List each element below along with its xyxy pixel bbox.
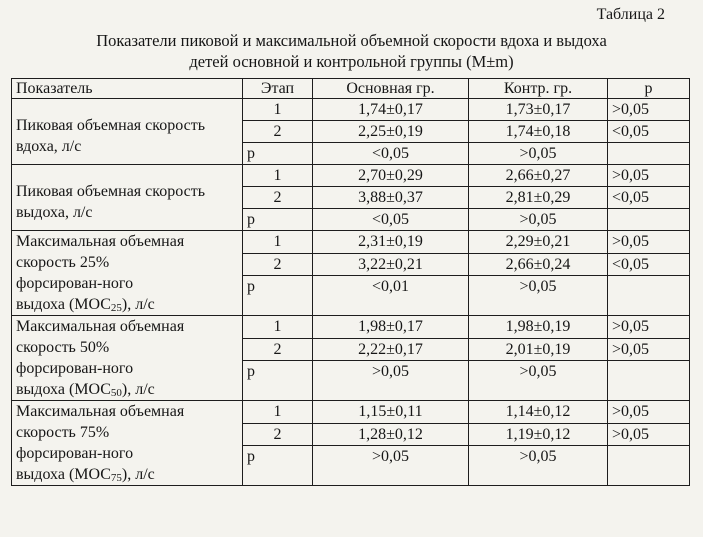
title-line-2: детей основной и контрольной группы (M±m) — [189, 52, 514, 71]
header-main-group: Основная гр. — [313, 79, 469, 99]
stage-cell: 2 — [243, 121, 313, 143]
control-value-cell: 1,73±0,17 — [469, 99, 608, 121]
control-value-cell: 1,74±0,18 — [469, 121, 608, 143]
table-row — [12, 99, 690, 121]
p-value-cell: >0,05 — [608, 165, 690, 187]
indicator-line: скорость 50% — [16, 339, 110, 356]
p-value-cell: >0,05 — [608, 316, 690, 339]
indicator-line: выдоха (МОС — [16, 381, 111, 398]
control-value-cell: 1,98±0,19 — [469, 316, 608, 339]
indicator-cell: Пиковая объемная скорость вдоха, л/с — [12, 99, 243, 165]
indicator-cell — [12, 316, 243, 401]
table-row — [12, 401, 690, 424]
header-indicator: Показатель — [12, 79, 243, 99]
control-value-cell: 2,66±0,27 — [469, 165, 608, 187]
stage-cell: p — [243, 361, 313, 401]
indicator-line: выдоха (МОС — [16, 466, 111, 483]
main-value-cell: <0,05 — [313, 143, 469, 165]
control-value-cell: >0,05 — [469, 446, 608, 486]
indicator-subscript: 25 — [110, 302, 122, 314]
indicator-tail: ), л/с — [121, 296, 155, 313]
control-value-cell: >0,05 — [469, 209, 608, 231]
header-p: p — [608, 79, 690, 99]
main-value-cell: >0,05 — [313, 361, 469, 401]
indicator-line: форсирован-ного — [16, 445, 134, 462]
data-table — [11, 78, 690, 486]
main-value-cell: 1,98±0,17 — [313, 316, 469, 339]
stage-cell: 1 — [243, 165, 313, 187]
indicator-tail: ), л/с — [121, 381, 155, 398]
p-value-cell — [608, 446, 690, 486]
control-value-cell: 1,19±0,12 — [469, 423, 608, 446]
control-value-cell: >0,05 — [469, 361, 608, 401]
indicator-subscript: 75 — [110, 472, 122, 484]
indicator-line: скорость 25% — [16, 254, 110, 271]
main-value-cell: 2,31±0,19 — [313, 231, 469, 254]
p-value-cell: >0,05 — [608, 338, 690, 361]
control-value-cell: 1,14±0,12 — [469, 401, 608, 424]
table-row — [12, 165, 690, 187]
control-value-cell: 2,81±0,29 — [469, 187, 608, 209]
indicator-line: скорость 75% — [16, 424, 110, 441]
table-title — [0, 30, 703, 72]
p-value-cell — [608, 361, 690, 401]
stage-cell: p — [243, 209, 313, 231]
main-value-cell: <0,05 — [313, 209, 469, 231]
control-value-cell: 2,66±0,24 — [469, 253, 608, 276]
header-stage: Этап — [243, 79, 313, 99]
header-control-group: Контр. гр. — [469, 79, 608, 99]
control-value-cell: >0,05 — [469, 143, 608, 165]
indicator-line: форсирован-ного — [16, 275, 134, 292]
main-value-cell: 1,28±0,12 — [313, 423, 469, 446]
table-number: Таблица 2 — [596, 6, 665, 23]
p-value-cell: <0,05 — [608, 187, 690, 209]
p-value-cell: >0,05 — [608, 401, 690, 424]
table-row — [12, 316, 690, 339]
stage-cell: p — [243, 143, 313, 165]
indicator-cell — [12, 231, 243, 316]
indicator-cell: Пиковая объемная скорость выдоха, л/с — [12, 165, 243, 231]
indicator-subscript: 50 — [110, 387, 122, 399]
p-value-cell: >0,05 — [608, 423, 690, 446]
control-value-cell: 2,29±0,21 — [469, 231, 608, 254]
main-value-cell: 3,22±0,21 — [313, 253, 469, 276]
indicator-cell — [12, 401, 243, 486]
indicator-line: Максимальная объемная — [16, 318, 185, 335]
stage-cell: 2 — [243, 338, 313, 361]
main-value-cell: 1,15±0,11 — [313, 401, 469, 424]
main-value-cell: 2,25±0,19 — [313, 121, 469, 143]
control-value-cell: 2,01±0,19 — [469, 338, 608, 361]
p-value-cell: >0,05 — [608, 99, 690, 121]
indicator-line: Максимальная объемная — [16, 403, 185, 420]
indicator-line: Максимальная объемная — [16, 233, 185, 250]
stage-cell: 2 — [243, 253, 313, 276]
main-value-cell: >0,05 — [313, 446, 469, 486]
table-row — [12, 231, 690, 254]
indicator-line: форсирован-ного — [16, 360, 134, 377]
p-value-cell: <0,05 — [608, 253, 690, 276]
main-value-cell: 2,22±0,17 — [313, 338, 469, 361]
stage-cell: 1 — [243, 316, 313, 339]
main-value-cell: 3,88±0,37 — [313, 187, 469, 209]
stage-cell: 1 — [243, 401, 313, 424]
stage-cell: 2 — [243, 423, 313, 446]
stage-cell: 1 — [243, 99, 313, 121]
p-value-cell — [608, 143, 690, 165]
main-value-cell: <0,01 — [313, 276, 469, 316]
p-value-cell — [608, 276, 690, 316]
stage-cell: p — [243, 276, 313, 316]
p-value-cell: <0,05 — [608, 121, 690, 143]
indicator-tail: ), л/с — [121, 466, 155, 483]
control-value-cell: >0,05 — [469, 276, 608, 316]
indicator-line: выдоха (МОС — [16, 296, 111, 313]
p-value-cell: >0,05 — [608, 231, 690, 254]
main-value-cell: 1,74±0,17 — [313, 99, 469, 121]
header-row — [12, 79, 690, 99]
p-value-cell — [608, 209, 690, 231]
stage-cell: 1 — [243, 231, 313, 254]
stage-cell: p — [243, 446, 313, 486]
title-line-1: Показатели пиковой и максимальной объемной скорости вдоха и выдоха — [96, 31, 607, 50]
main-value-cell: 2,70±0,29 — [313, 165, 469, 187]
stage-cell: 2 — [243, 187, 313, 209]
